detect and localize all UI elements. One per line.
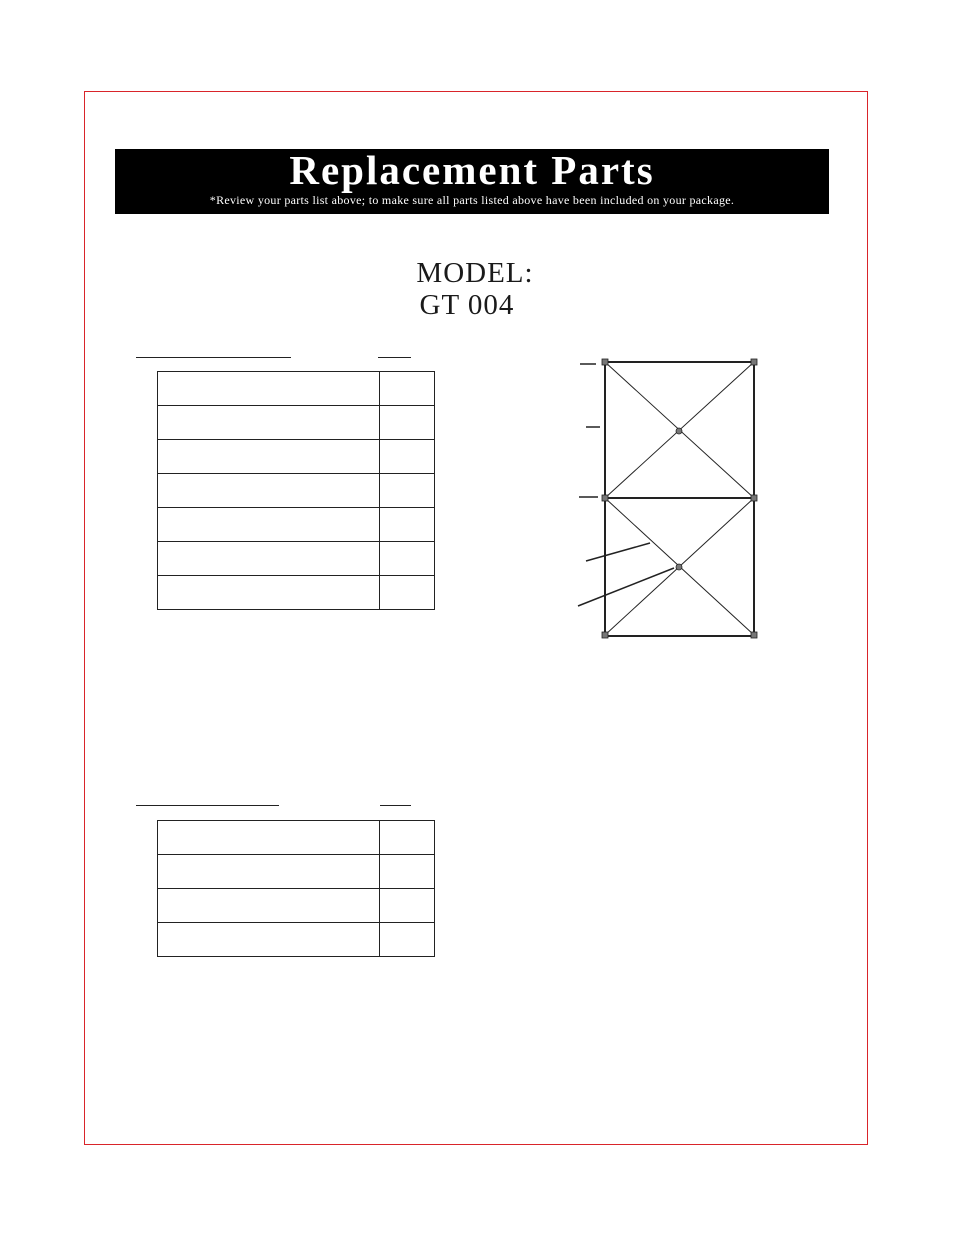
part-name-cell [158,508,380,542]
brace-center-bolt [676,564,682,570]
corner-connector [602,359,608,365]
parts-table-1 [157,371,435,610]
table-row [158,406,435,440]
table-row [158,576,435,610]
part-qty-cell [380,542,435,576]
table-2-name-header-line [136,805,279,806]
table-row [158,923,435,957]
part-name-cell [158,923,380,957]
corner-connector [751,359,757,365]
part-qty-cell [380,440,435,474]
corner-connector [602,632,608,638]
frame-diagram [570,350,770,650]
corner-connector [602,495,608,501]
table-1-qty-header-line [378,357,411,358]
part-name-cell [158,474,380,508]
part-name-cell [158,576,380,610]
table-row [158,855,435,889]
part-qty-cell [380,821,435,855]
part-name-cell [158,821,380,855]
part-qty-cell [380,889,435,923]
table-row [158,474,435,508]
part-qty-cell [380,923,435,957]
banner-note: *Review your parts list above; to make sure all parts listed above have been included on your package. [209,193,735,207]
model-code: GT 004 [419,289,515,321]
corner-connector [751,495,757,501]
part-qty-cell [380,406,435,440]
brace-center-bolt [676,428,682,434]
part-qty-cell [380,508,435,542]
part-name-cell [158,855,380,889]
table-row [158,508,435,542]
part-qty-cell [380,372,435,406]
part-name-cell [158,542,380,576]
part-name-cell [158,889,380,923]
part-qty-cell [380,576,435,610]
part-name-cell [158,372,380,406]
table-row [158,372,435,406]
corner-connector [751,632,757,638]
title-banner [115,149,829,214]
table-1-name-header-line [136,357,291,358]
table-row [158,889,435,923]
table-row [158,542,435,576]
part-qty-cell [380,855,435,889]
leader-line-4 [586,543,650,561]
table-2-qty-header-line [380,805,411,806]
part-name-cell [158,440,380,474]
part-name-cell [158,406,380,440]
model-label: MODEL: [416,257,534,289]
table-row [158,821,435,855]
table-row [158,440,435,474]
leader-line-5 [578,568,674,606]
part-qty-cell [380,474,435,508]
page-title: Replacement Parts [289,147,655,193]
parts-table-2 [157,820,435,957]
